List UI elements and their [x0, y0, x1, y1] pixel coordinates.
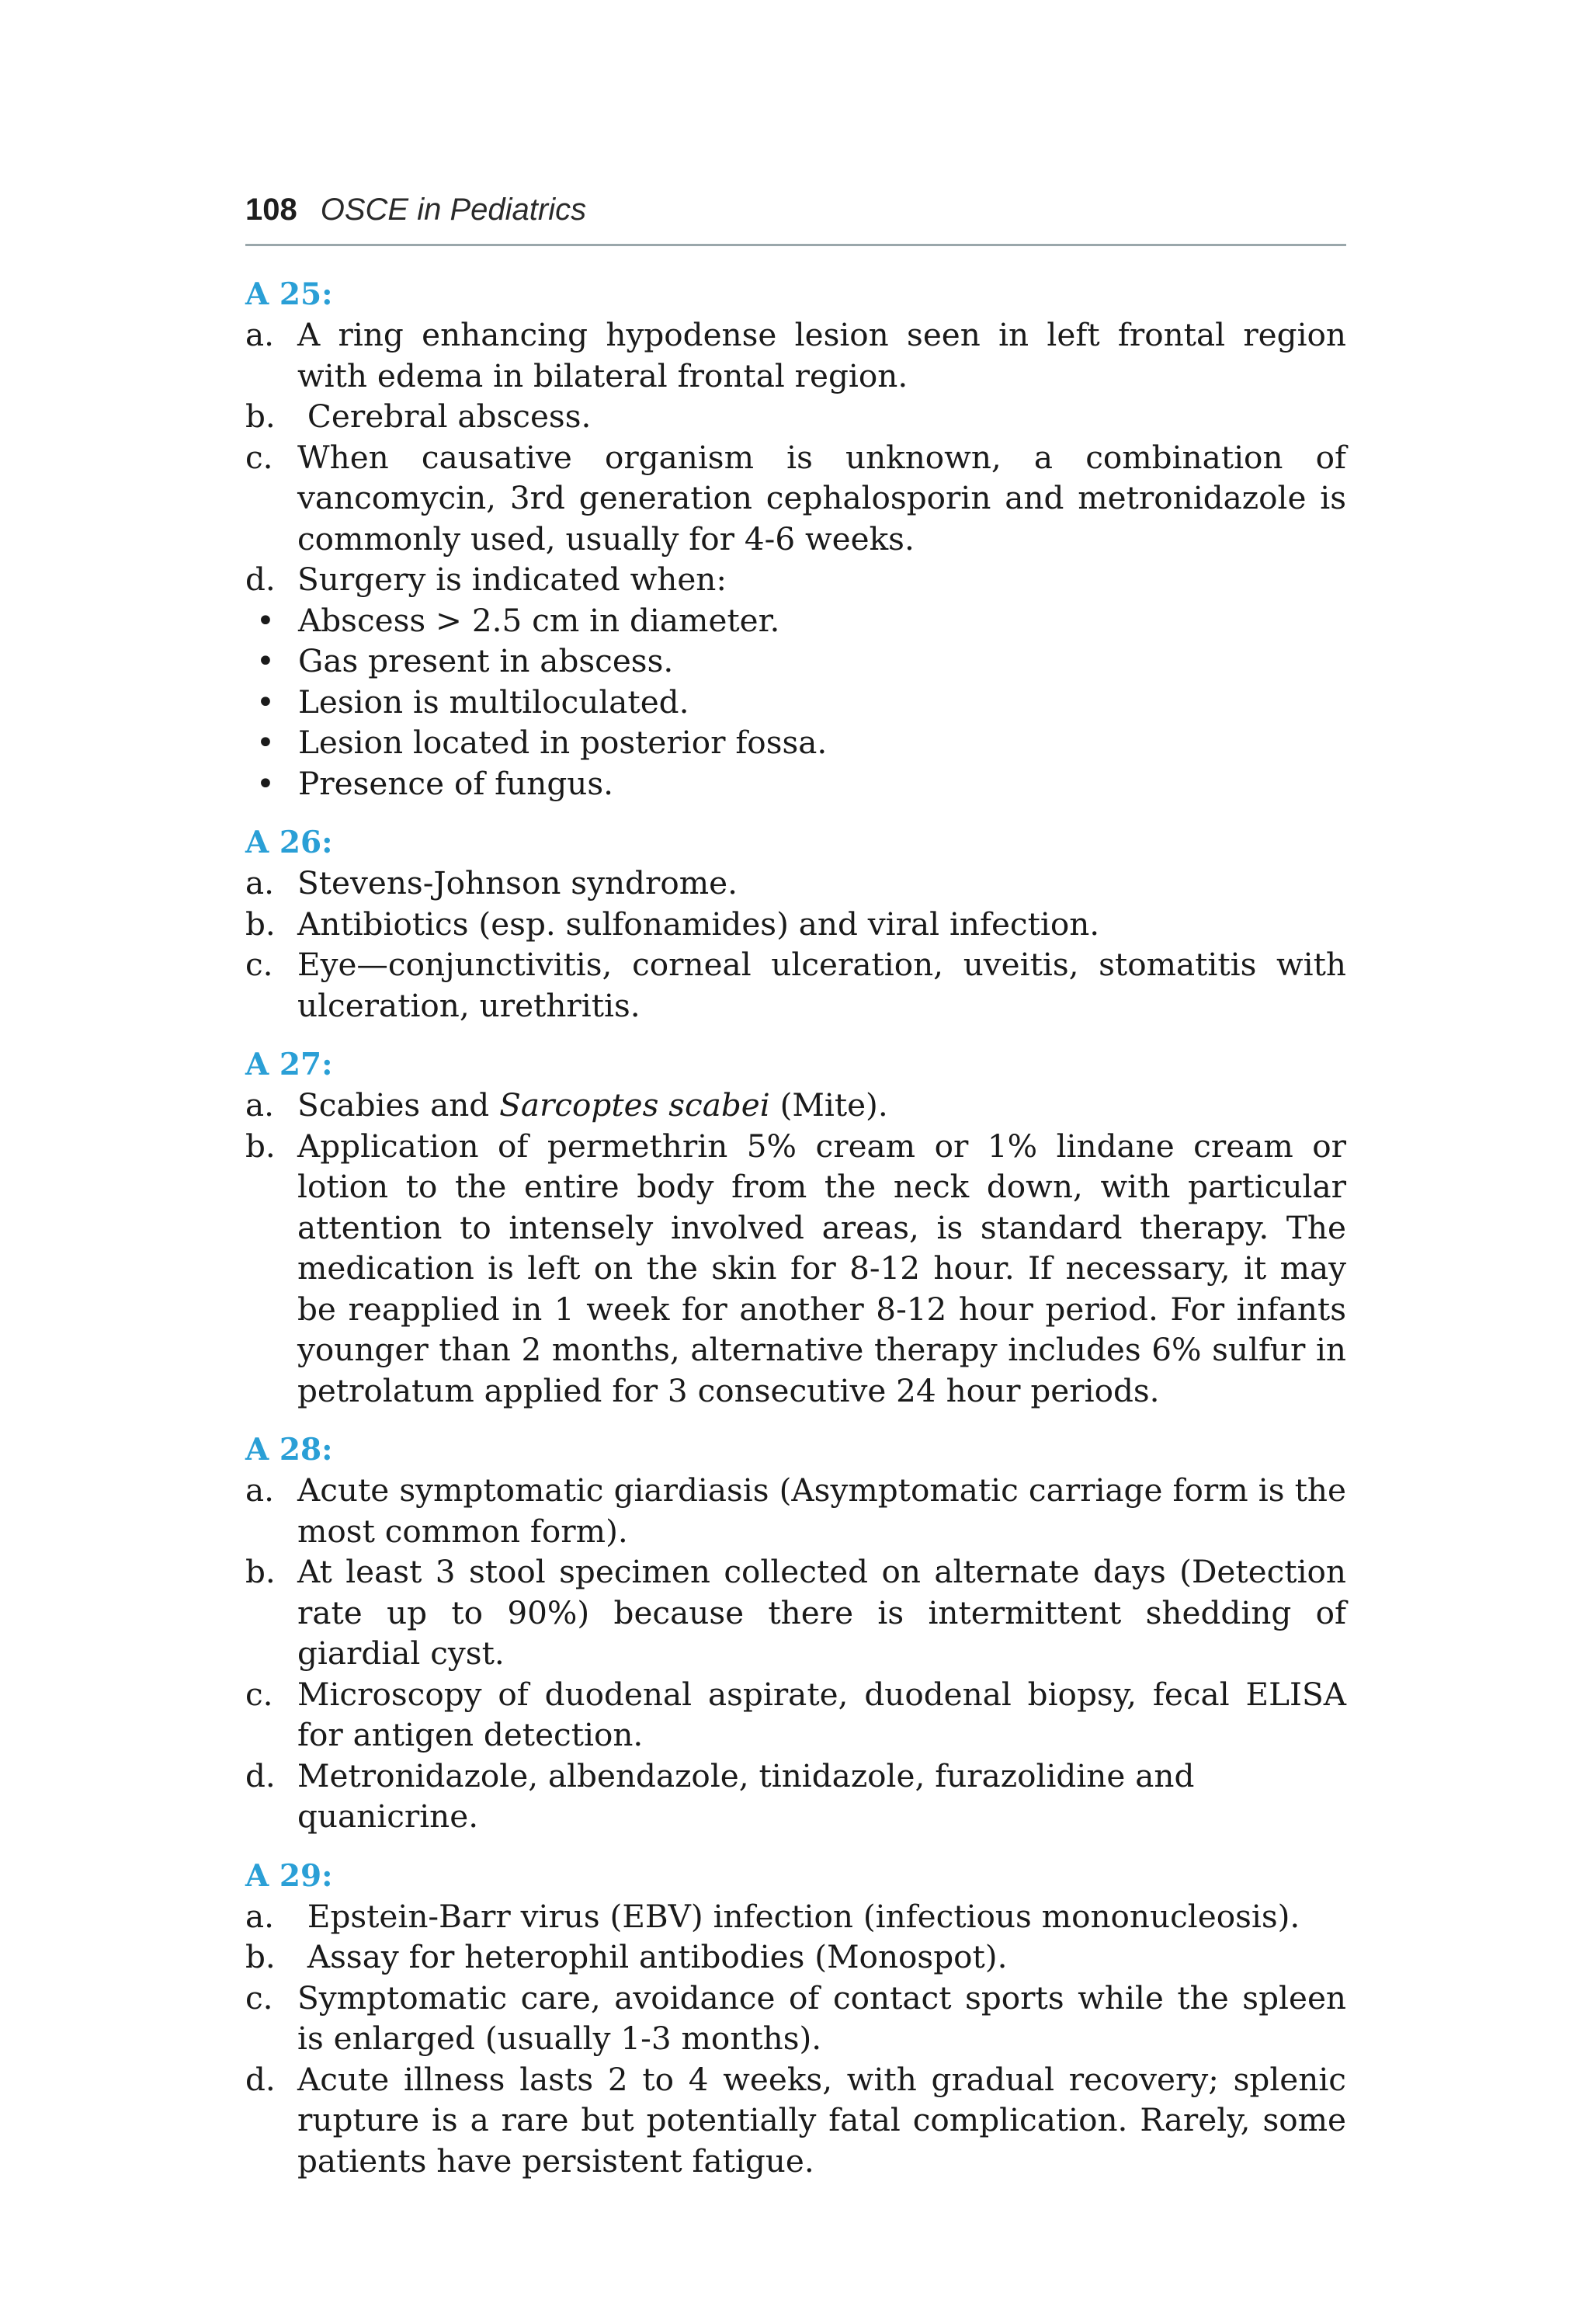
- item-letter: b.: [245, 1127, 276, 1165]
- item-text: Assay for heterophil antibodies (Monospot).: [297, 1938, 1008, 1975]
- answer-item: [245, 1126, 1346, 1412]
- item-text: Stevens-Johnson syndrome.: [297, 864, 738, 901]
- answer-item: [245, 1937, 1346, 1978]
- bullet-item: [245, 763, 1346, 804]
- answer-item: [245, 396, 1346, 437]
- species-name: Sarcoptes scabei: [499, 1086, 770, 1124]
- bullet-icon: •: [256, 764, 275, 802]
- item-text-after: (Mite).: [769, 1086, 888, 1124]
- answer-item: [245, 559, 1346, 600]
- item-letter: b.: [245, 398, 276, 435]
- answer-block-29: [245, 1856, 1346, 2182]
- answer-item: [245, 314, 1346, 396]
- answer-block-27: [245, 1044, 1346, 1411]
- bullet-icon: •: [256, 724, 275, 761]
- answer-heading: A 27:: [245, 1047, 333, 1082]
- page-number: 108: [245, 193, 297, 227]
- item-text: Application of permethrin 5% cream or 1% lindane cream or lotion to the entire body from the neck down, with particular attention to intensely involved areas, is standard therapy. The medication is left on the skin for 8-12 hour. If necessary, it may be reapplied in 1 week for another 8-12 hour period. For infants younger than 2 months, alternative therapy includes 6% sulfur in petrolatum applied for 3 consecutive 24 hour periods.: [297, 1127, 1346, 1409]
- item-text: Metronidazole, albendazole, tinidazole, furazolidine and quanicrine.: [297, 1756, 1195, 1835]
- item-text: Epstein-Barr virus (EBV) infection (infectious mononucleosis).: [297, 1897, 1300, 1935]
- bullet-text: Gas present in abscess.: [298, 642, 674, 679]
- item-text: Acute illness lasts 2 to 4 weeks, with gradual recovery; splenic rupture is a rare but potentially fatal complication. Rarely, some patients have persistent fatigue.: [297, 2060, 1346, 2180]
- item-letter: d.: [245, 1756, 276, 1794]
- answer-item: [245, 863, 1346, 904]
- item-letter: c.: [245, 946, 273, 983]
- answer-item: [245, 1978, 1346, 2059]
- item-letter: a.: [245, 1086, 275, 1124]
- item-letter: c.: [245, 1978, 273, 2017]
- bullet-item: [245, 600, 1346, 641]
- answer-heading: A 25:: [245, 276, 333, 312]
- page-content: [245, 193, 1346, 2200]
- answer-heading: A 28:: [245, 1432, 333, 1468]
- item-text: Antibiotics (esp. sulfonamides) and viral infection.: [297, 905, 1100, 943]
- bullet-icon: •: [256, 683, 275, 721]
- item-letter: b.: [245, 1938, 276, 1975]
- item-letter: b.: [245, 1553, 276, 1590]
- item-text: At least 3 stool specimen collected on alternate days (Detection rate up to 90%) because there is intermittent shedding of giardial cyst.: [297, 1553, 1346, 1672]
- item-letter: c.: [245, 1675, 273, 1713]
- item-letter: a.: [245, 1471, 275, 1509]
- bullet-text: Lesion is multiloculated.: [298, 683, 689, 721]
- item-text-before: Scabies and: [297, 1086, 500, 1124]
- bullet-list: [245, 600, 1346, 804]
- item-text: [297, 1085, 1346, 1126]
- answer-item: [245, 2059, 1346, 2182]
- item-letter: d.: [245, 561, 276, 598]
- answer-block-28: [245, 1429, 1346, 1837]
- answer-item: [245, 1085, 1346, 1126]
- answer-item: [245, 1756, 1346, 1837]
- bullet-icon: •: [256, 642, 275, 679]
- item-text: Acute symptomatic giardiasis (Asymptomatic carriage form is the most common form).: [297, 1471, 1346, 1550]
- item-text: Cerebral abscess.: [297, 398, 592, 435]
- item-letter: c.: [245, 438, 273, 476]
- answer-block-26: [245, 822, 1346, 1026]
- answer-item: [245, 944, 1346, 1026]
- item-letter: a.: [245, 1897, 275, 1935]
- item-letter: a.: [245, 864, 275, 901]
- answer-item: [245, 1674, 1346, 1756]
- item-text: Surgery is indicated when:: [297, 561, 727, 598]
- item-letter: d.: [245, 2060, 276, 2098]
- answer-item: [245, 437, 1346, 560]
- answer-heading: A 29:: [245, 1857, 333, 1894]
- bullet-item: [245, 682, 1346, 723]
- answer-item: [245, 1896, 1346, 1937]
- running-head: [245, 193, 1346, 246]
- bullet-text: Abscess > 2.5 cm in diameter.: [298, 601, 780, 639]
- book-title: OSCE in Pediatrics: [320, 193, 587, 227]
- answer-block-25: [245, 274, 1346, 804]
- item-letter: b.: [245, 905, 276, 943]
- bullet-icon: •: [256, 601, 275, 639]
- answer-item: [245, 1551, 1346, 1674]
- answer-heading: A 26:: [245, 825, 333, 860]
- item-text: Eye—conjunctivitis, corneal ulceration, uveitis, stomatitis with ulceration, urethritis.: [297, 946, 1346, 1024]
- item-text: Symptomatic care, avoidance of contact sports while the spleen is enlarged (usually 1-3 months).: [297, 1978, 1346, 2057]
- item-letter: a.: [245, 316, 275, 353]
- item-text: Microscopy of duodenal aspirate, duodenal biopsy, fecal ELISA for antigen detection.: [297, 1675, 1346, 1753]
- bullet-text: Lesion located in posterior fossa.: [298, 724, 828, 761]
- answer-item: [245, 904, 1346, 945]
- answer-item: [245, 1470, 1346, 1551]
- item-text: A ring enhancing hypodense lesion seen in left frontal region with edema in bilateral frontal region.: [297, 316, 1346, 394]
- bullet-item: [245, 722, 1346, 763]
- answers-section: [245, 274, 1346, 2181]
- item-text: When causative organism is unknown, a combination of vancomycin, 3rd generation cephalosporin and metronidazole is commonly used, usually for 4-6 weeks.: [297, 438, 1346, 558]
- bullet-text: Presence of fungus.: [298, 764, 614, 802]
- bullet-item: [245, 641, 1346, 682]
